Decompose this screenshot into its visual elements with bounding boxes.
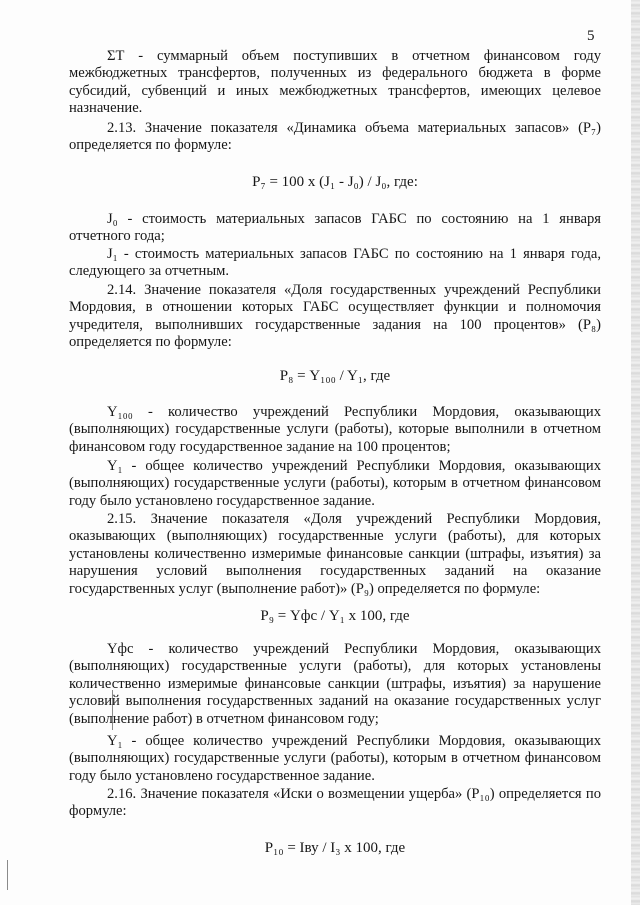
definition-y1-second: Y₁ - общее количество учреждений Республики Мордовия, оказывающих (выполняющих) государственные услуги (работы), которым в отчетном финансовом году было установлено государственное задание.: [69, 733, 601, 784]
definition-y1-first: Y₁ - общее количество учреждений Республики Мордовия, оказывающих (выполняющих) государственные услуги (работы), которым в отчетном финансовом году было установлено государственное задание.: [69, 458, 601, 509]
paragraph-2-15: 2.15. Значение показателя «Доля учреждений Республики Мордовия, оказывающих (выполняющих) государственные услуги (работы), для которых установлены количественно измеримые финансовые санкции (штрафы, изъятия) за нарушения условий выполнения государственных заданий на оказание государственных услуг (выполнение работ)» (Р₉) определяется по формуле:: [69, 511, 601, 597]
paragraph-2-16: 2.16. Значение показателя «Иски о возмещении ущерба» (Р₁₀) определяется по формуле:: [69, 786, 601, 820]
definition-yfs: Yфс - количество учреждений Республики Мордовия, оказывающих (выполняющих) государственные услуги (работы), для которых установлены количественно измеримые финансовые санкции (штрафы, изъятия) за нарушение условий выполнения государственных заданий на оказание государственных услуг (выполнение работ) в отчетном финансовом году;: [69, 641, 601, 727]
formula-p7: Р₇ = 100 x (J₁ - J₀) / J₀, где:: [252, 174, 418, 190]
page-number: 5: [587, 28, 595, 44]
formula-p8: Р₈ = Y₁₀₀ / Y₁, где: [279, 368, 391, 384]
definition-j1: J₁ - стоимость материальных запасов ГАБС по состоянию на 1 января года, следующего за отчетным.: [69, 246, 601, 280]
paragraph-2-14: 2.14. Значение показателя «Доля государственных учреждений Республики Мордовия, в отношении которых ГАБС осуществляет функции и полномочия учредителя, выполнивших государственные задания на 100 процентов» (Р₈) определяется по формуле:: [69, 282, 601, 351]
definition-j0: J₀ - стоимость материальных запасов ГАБС по состоянию на 1 января отчетного года;: [69, 211, 601, 245]
formula-p9: Р₉ = Yфс / Y₁ x 100, где: [260, 608, 410, 624]
scan-mark: [7, 860, 8, 890]
paragraph-sigma-t: ΣТ - суммарный объем поступивших в отчетном финансовом году межбюджетных трансфертов, полученных из федерального бюджета в форме субсидий, субвенций и иных межбюджетных трансфертов, имеющих целевое назначение.: [69, 48, 601, 117]
paragraph-2-13: 2.13. Значение показателя «Динамика объема материальных запасов» (Р₇) определяется по формуле:: [69, 120, 601, 154]
scan-edge: [631, 0, 640, 905]
formula-p10: Р₁₀ = Iву / I₃ x 100, где: [264, 840, 406, 856]
definition-y100: Y₁₀₀ - количество учреждений Республики Мордовия, оказывающих (выполняющих) государственные услуги (работы), которые выполнили в отчетном финансовом году государственное задание на 100 процентов;: [69, 404, 601, 455]
